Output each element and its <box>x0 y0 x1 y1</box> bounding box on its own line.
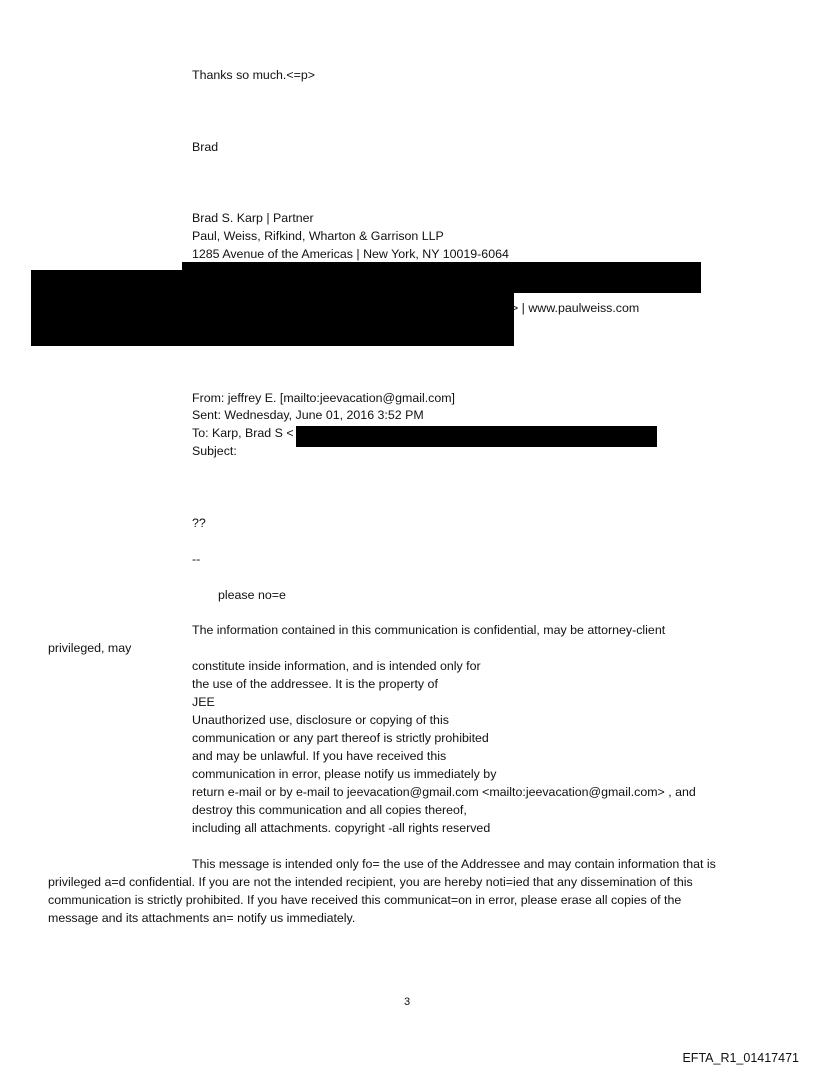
header-to: To: Karp, Brad S < <box>192 426 294 440</box>
disclaimer-line: destroy this communication and all copies thereof, <box>192 803 467 817</box>
disclaimer-line: The information contained in this communication is confidential, may be attorney-client <box>192 623 666 637</box>
redaction-box <box>182 292 514 346</box>
header-sent: Sent: Wednesday, June 01, 2016 3:52 PM <box>192 408 424 422</box>
signature-firm: Paul, Weiss, Rifkind, Wharton & Garrison LLP <box>192 229 444 243</box>
disclaimer-line: Unauthorized use, disclosure or copying of this <box>192 713 449 727</box>
disclaimer-line: return e-mail or by e-mail to jeevacation@gmail.com <mailto:jeevacation@gmail.com> , and <box>192 785 696 799</box>
signature-separator: -- <box>192 552 201 566</box>
bates-number: EFTA_R1_01417471 <box>682 1051 799 1065</box>
disclaimer-line: communication in error, please notify us immediately by <box>192 767 497 781</box>
notice-line: message and its attachments an= notify us immediately. <box>48 911 356 925</box>
signature-website: > | www.paulweiss.com <box>511 301 640 315</box>
notice-line: privileged a=d confidential. If you are not the intended recipient, you are hereby noti=ied that any dissemination of this <box>48 875 693 889</box>
disclaimer-line: constitute inside information, and is intended only for <box>192 659 481 673</box>
page-number: 3 <box>404 996 411 1008</box>
notice-line: communication is strictly prohibited. If you have received this communicat=on in error, please erase all copies of the <box>48 893 682 907</box>
redaction-box <box>31 270 183 346</box>
disclaimer-line: the use of the addressee. It is the property of <box>192 677 438 691</box>
message-body: ?? <box>192 516 206 530</box>
header-from: From: jeffrey E. [mailto:jeevacation@gmail.com] <box>192 391 456 405</box>
disclaimer-line: and may be unlawful. If you have received this <box>192 749 447 763</box>
message-tagline: please no=e <box>218 588 286 602</box>
signoff-name: Brad <box>192 140 219 154</box>
redaction-box <box>296 426 657 447</box>
signature-name-title: Brad S. Karp | Partner <box>192 211 314 225</box>
signature-address: 1285 Avenue of the Americas | New York, NY 10019-6064 <box>192 247 509 261</box>
disclaimer-line: JEE <box>192 695 215 709</box>
notice-line: This message is intended only fo= the use of the Addressee and may contain information that is <box>192 857 716 871</box>
closing-line: Thanks so much.<=p> <box>192 68 315 82</box>
disclaimer-line: communication or any part thereof is strictly prohibited <box>192 731 489 745</box>
header-subject: Subject: <box>192 444 237 458</box>
disclaimer-line: including all attachments. copyright -all rights reserved <box>192 821 491 835</box>
disclaimer-line: privileged, may <box>48 641 132 655</box>
redaction-box <box>182 262 701 293</box>
